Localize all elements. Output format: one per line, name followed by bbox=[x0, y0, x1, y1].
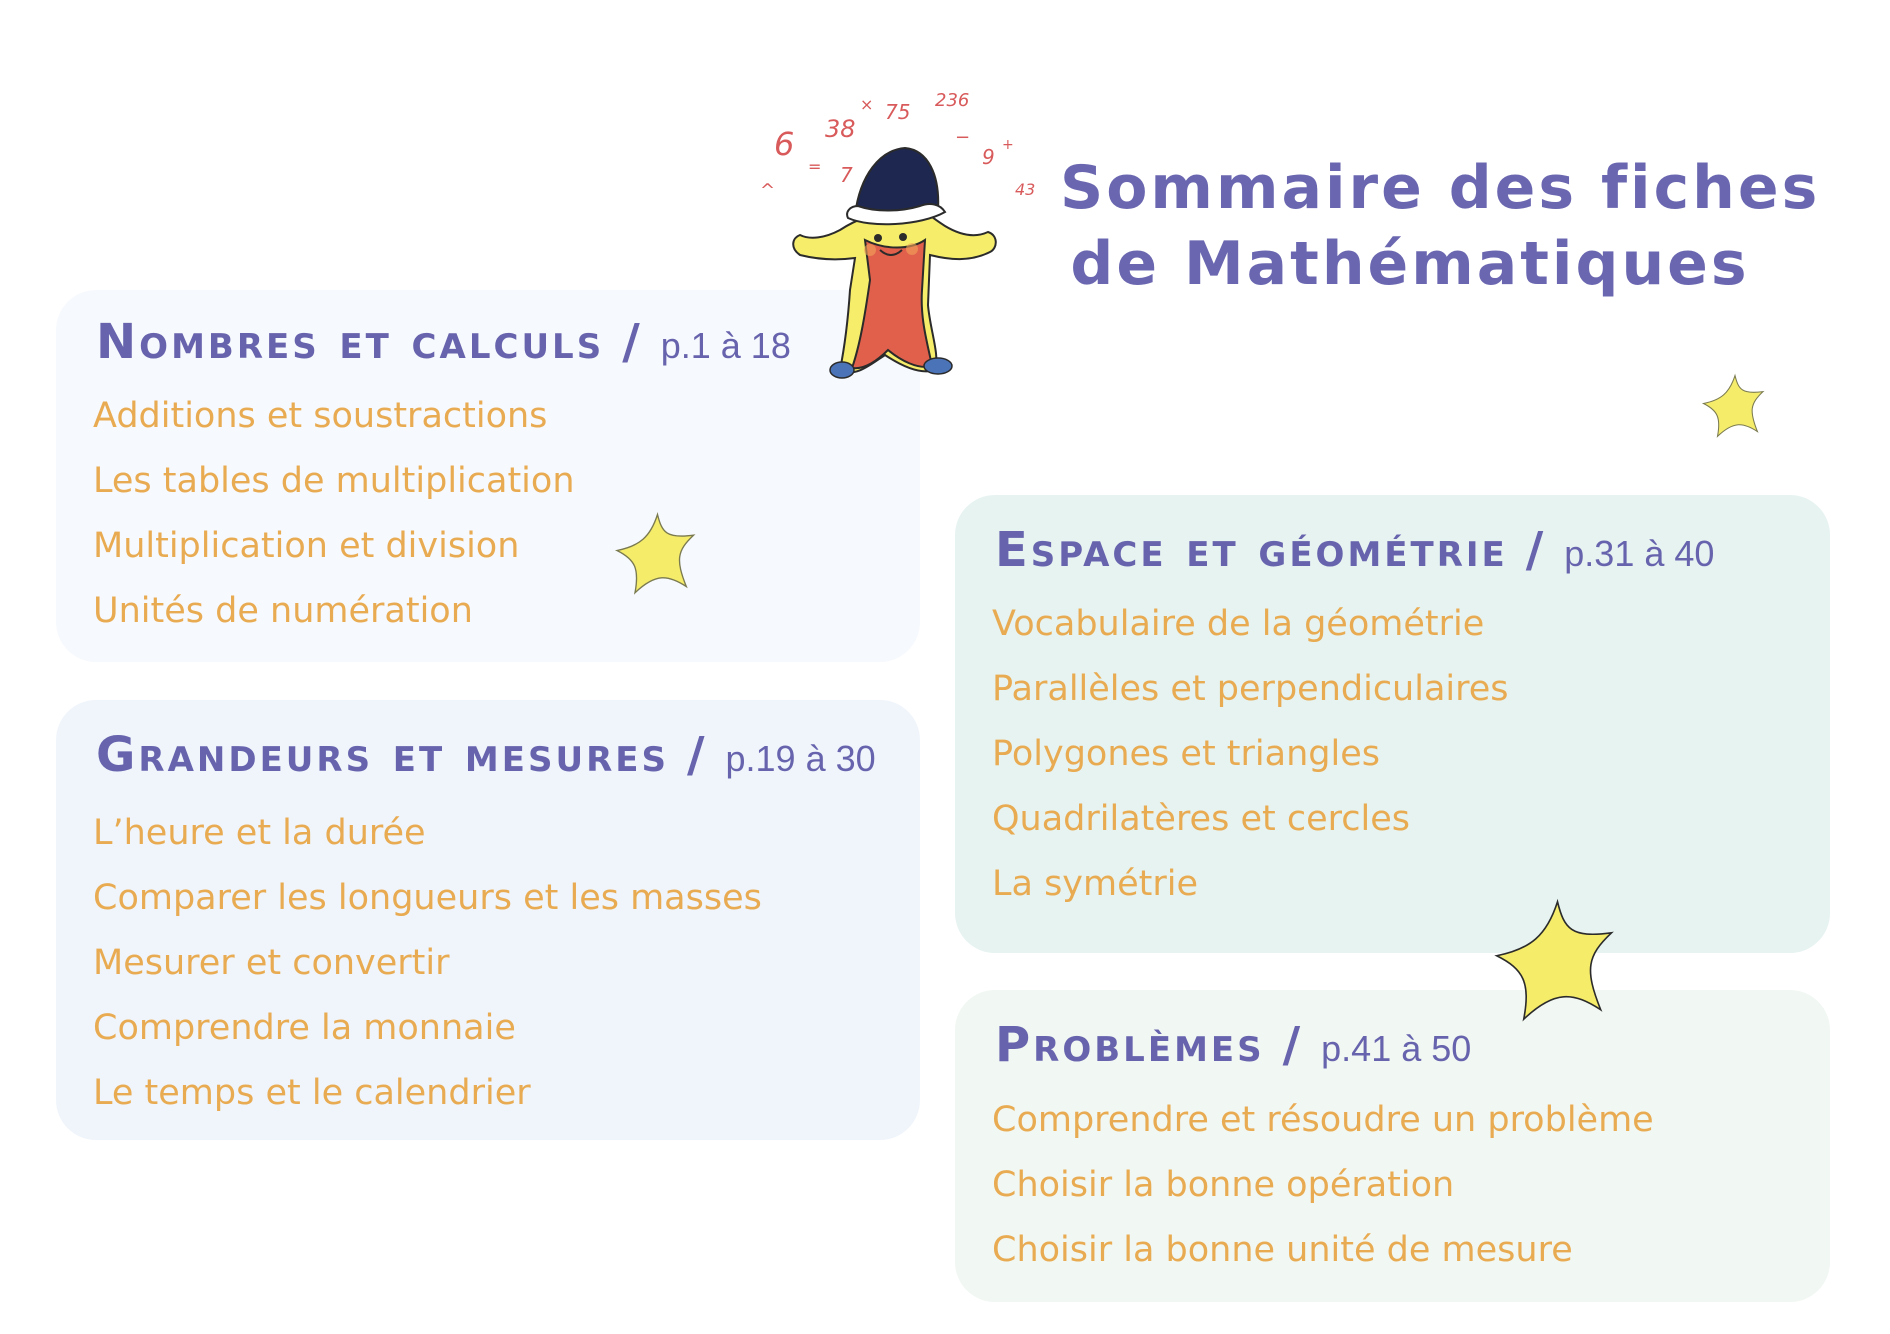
section-item[interactable]: Comprendre la monnaie bbox=[93, 1008, 516, 1048]
section-card-problemes bbox=[955, 990, 1830, 1302]
section-heading-text: Nombres et calculs bbox=[96, 314, 605, 370]
slash-separator: / bbox=[1282, 1017, 1304, 1073]
section-item-list bbox=[93, 801, 762, 1126]
section-heading bbox=[96, 312, 791, 376]
section-item-list bbox=[93, 384, 575, 644]
page-title-line-2: de Mathématiques bbox=[1070, 229, 1750, 299]
section-item[interactable]: L’heure et la durée bbox=[93, 813, 426, 853]
section-item-list bbox=[992, 1088, 1654, 1283]
slash-separator: / bbox=[686, 727, 708, 783]
section-item[interactable]: Choisir la bonne opération bbox=[992, 1165, 1455, 1205]
section-item[interactable]: Multiplication et division bbox=[93, 526, 520, 566]
section-heading-text: Espace et géométrie bbox=[995, 522, 1508, 578]
slash-separator: / bbox=[622, 314, 643, 370]
section-heading bbox=[96, 725, 876, 789]
star-icon bbox=[1490, 895, 1625, 1030]
section-item[interactable]: Comparer les longueurs et les masses bbox=[93, 878, 762, 918]
star-icon bbox=[610, 510, 705, 600]
floating-number: 9 bbox=[982, 145, 995, 169]
section-page-range: p.19 à 30 bbox=[725, 738, 876, 779]
floating-number: 236 bbox=[935, 90, 970, 111]
floating-number: × bbox=[860, 95, 874, 114]
page-title-line-1: Sommaire des fiches bbox=[1060, 153, 1821, 223]
section-item[interactable]: Additions et soustractions bbox=[93, 396, 548, 436]
section-item[interactable]: Unités de numération bbox=[93, 591, 473, 631]
floating-number: = bbox=[808, 157, 822, 176]
page-title bbox=[1060, 150, 1821, 302]
section-heading bbox=[995, 1015, 1471, 1079]
slash-separator: / bbox=[1525, 522, 1547, 578]
floating-number: 43 bbox=[1015, 180, 1036, 199]
section-item[interactable]: Les tables de multiplication bbox=[93, 461, 575, 501]
section-item[interactable]: Quadrilatères et cercles bbox=[992, 799, 1410, 839]
section-item[interactable]: Comprendre et résoudre un problème bbox=[992, 1100, 1654, 1140]
floating-numbers-decoration bbox=[760, 85, 1060, 215]
section-heading-text: Problèmes bbox=[995, 1017, 1265, 1073]
section-item[interactable]: La symétrie bbox=[992, 864, 1199, 904]
floating-number: 75 bbox=[885, 100, 911, 124]
section-item[interactable]: Le temps et le calendrier bbox=[93, 1073, 531, 1113]
section-heading-text: Grandeurs et mesures bbox=[96, 727, 669, 783]
star-icon bbox=[1700, 372, 1770, 442]
section-page-range: p.41 à 50 bbox=[1321, 1028, 1472, 1069]
section-item[interactable]: Polygones et triangles bbox=[992, 734, 1380, 774]
section-page-range: p.31 à 40 bbox=[1564, 533, 1715, 574]
floating-number: 38 bbox=[825, 115, 856, 143]
floating-number: + bbox=[1002, 137, 1014, 153]
section-item[interactable]: Vocabulaire de la géométrie bbox=[992, 604, 1485, 644]
section-item[interactable]: Mesurer et convertir bbox=[93, 943, 450, 983]
section-item[interactable]: Choisir la bonne unité de mesure bbox=[992, 1230, 1573, 1270]
section-item[interactable]: Parallèles et perpendiculaires bbox=[992, 669, 1509, 709]
floating-number: 6 bbox=[774, 125, 795, 163]
section-card-espace-et-geometrie bbox=[955, 495, 1830, 953]
section-page-range: p.1 à 18 bbox=[660, 325, 791, 366]
section-heading bbox=[995, 520, 1714, 584]
section-item-list bbox=[992, 592, 1509, 917]
floating-number: ^ bbox=[760, 180, 776, 201]
section-card-grandeurs-et-mesures bbox=[56, 700, 920, 1140]
floating-number: − bbox=[955, 127, 971, 148]
floating-number: 7 bbox=[840, 163, 853, 187]
